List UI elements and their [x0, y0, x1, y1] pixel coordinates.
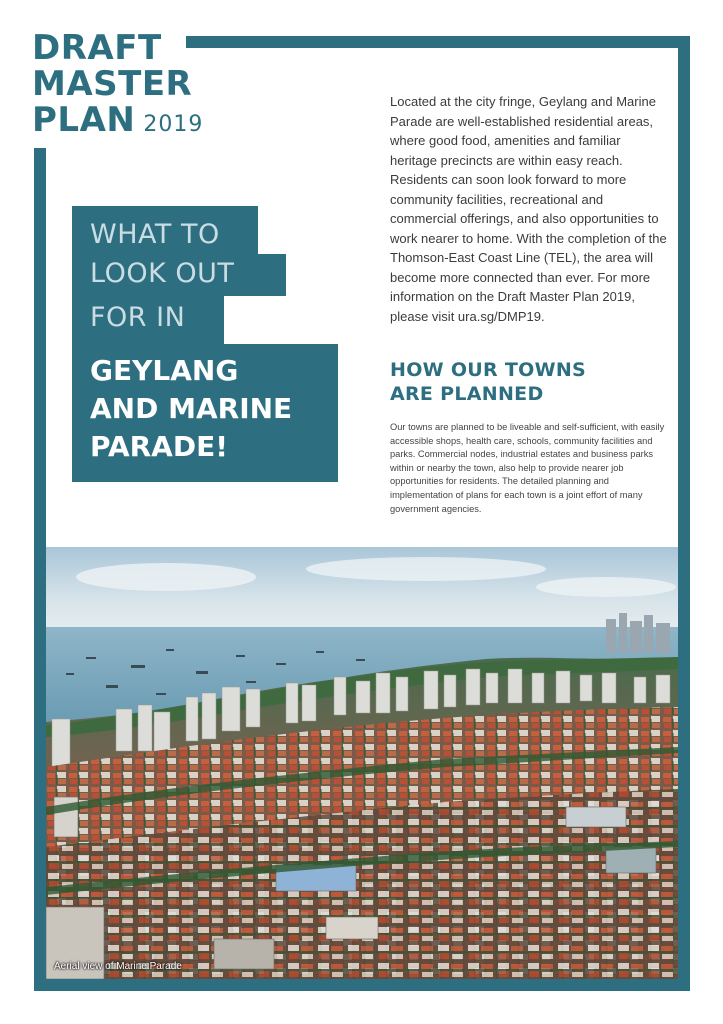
headline-block: [72, 206, 338, 482]
brand-year: 2019: [143, 112, 204, 137]
section-title-line-1: HOW OUR TOWNS: [390, 359, 587, 381]
headline-location: [72, 344, 338, 482]
headline-line-2: LOOK OUT: [72, 254, 286, 296]
frame-border-top: [186, 36, 690, 48]
frame-border-right: [678, 36, 690, 991]
brand-plan-word: PLAN: [32, 100, 136, 140]
brand-line-draft: DRAFT: [32, 28, 162, 68]
headline-line-3: FOR IN: [72, 296, 224, 344]
section-body: Our towns are planned to be liveable and self-sufficient, with easily accessible shops, health care, schools, community facilities and parks. Commercial nodes, industrial estates and business parks within or nearby the town, also help to provide nearer job opportunities for residents. The detailed planning and implementation of plans for each town is a joint effort of many government agencies.: [390, 422, 665, 514]
photo-caption: Aerial view of Marine Parade: [54, 961, 182, 972]
headline-line-5: AND MARINE: [90, 392, 293, 425]
headline-line-6: PARADE!: [90, 430, 228, 463]
intro-paragraph: Located at the city fringe, Geylang and Marine Parade are well-established residential areas, where good food, amenities and familiar heritage precincts are within easy reach. Residents can soon look forward to more community facilities, recreational and commercial offerings, and also opportunities to work nearer to home. With the completion of the Thomson-East Coast Line (TEL), the area will become more connected than ever. For more information on the Draft Master Plan 2019, please visit ura.sg/DMP19.: [390, 94, 667, 324]
section-title-line-2: ARE PLANNED: [390, 383, 544, 405]
headline-line-4: GEYLANG: [90, 354, 239, 387]
headline-line-1: WHAT TO: [72, 206, 258, 254]
aerial-photo: [46, 547, 678, 979]
frame-border-bottom: [34, 979, 690, 991]
brand-line-master: MASTER: [32, 64, 193, 104]
section-title: [390, 358, 670, 406]
frame-border-left: [34, 148, 46, 991]
brand-line-plan: [32, 102, 203, 143]
aerial-photo-illustration: [46, 547, 678, 979]
brand-logo: [32, 30, 203, 143]
